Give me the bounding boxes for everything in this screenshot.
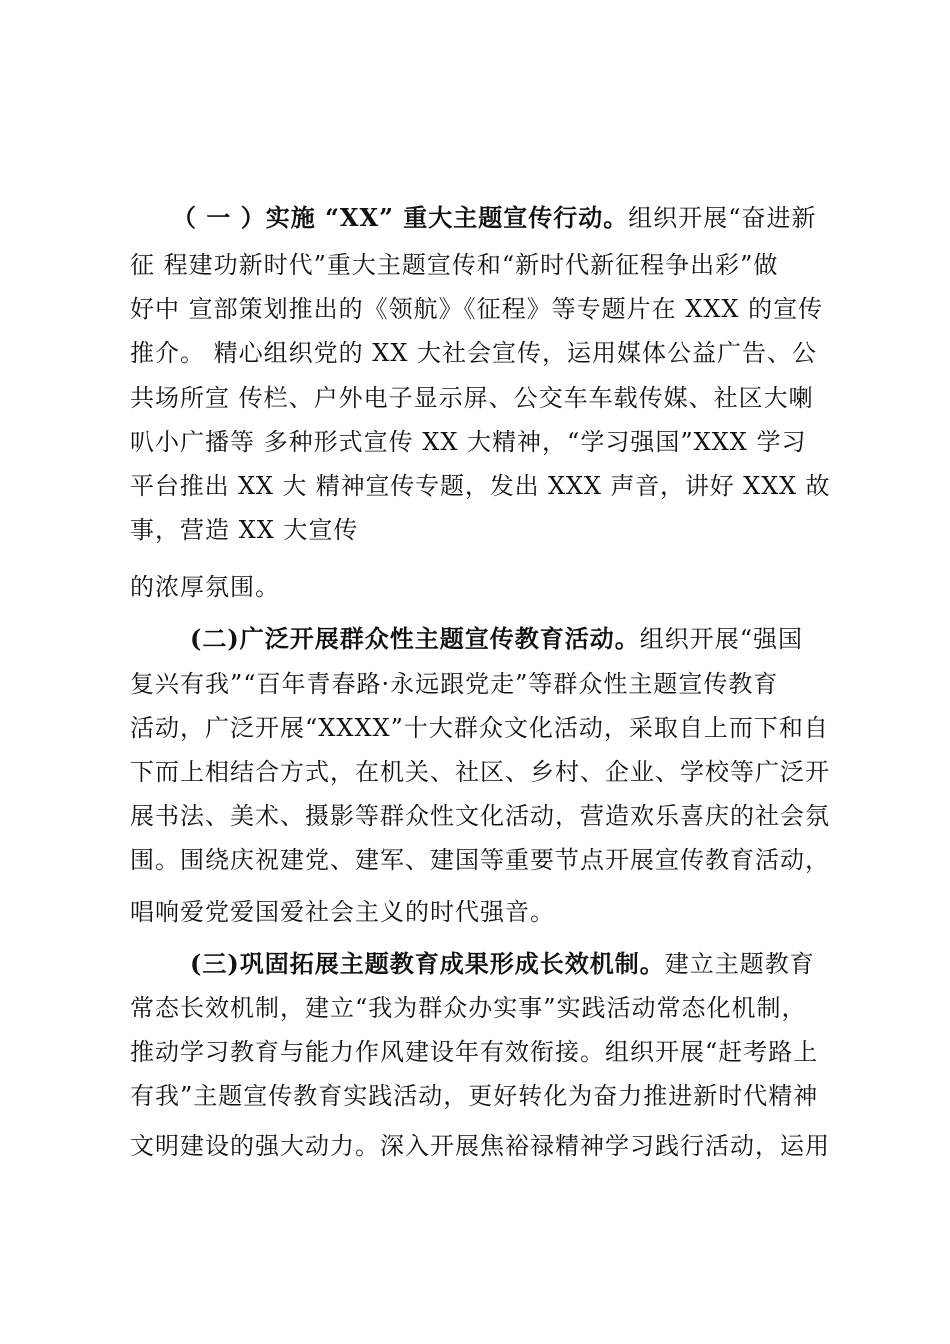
paragraph-3-line-2: 常态长效机制，建立“我为群众办实事”实践活动常态化机制， bbox=[130, 994, 807, 1022]
paragraph-2-line-3: 活动，广泛开展“XXXX”十大群众文化活动，采取自上而下和自 bbox=[130, 714, 829, 742]
paragraph-1-line-8: 事，营造 XX 大宣传 bbox=[130, 516, 359, 544]
paragraph-3-line-4: 有我”主题宣传教育实践活动，更好转化为奋力推进新时代精神 bbox=[130, 1082, 819, 1110]
paragraph-2-line-1 bbox=[190, 624, 803, 654]
paragraph-1-line-5: 共场所宣 传栏、户外电子显示屏、公交车车载传媒、社区大喇 bbox=[130, 384, 814, 412]
paragraph-2-line-5: 展书法、美术、摄影等群众性文化活动，营造欢乐喜庆的社会氛 bbox=[130, 802, 830, 830]
paragraph-3-line-3: 推动学习教育与能力作风建设年有效衔接。组织开展“赶考路上 bbox=[130, 1038, 819, 1066]
section-2-text: 组织开展“强国 bbox=[639, 625, 803, 653]
paragraph-2-line-4: 下而上相结合方式，在机关、社区、乡村、企业、学校等广泛开 bbox=[130, 758, 830, 786]
paragraph-2-line-7: 唱响爱党爱国爱社会主义的时代强音。 bbox=[130, 898, 555, 926]
paragraph-3-line-1 bbox=[190, 949, 815, 979]
paragraph-1-line-2: 征 程建功新时代”重大主题宣传和“新时代新征程争出彩”做 bbox=[130, 251, 779, 279]
paragraph-1-line-9: 的浓厚氛围。 bbox=[130, 573, 280, 601]
paragraph-2-line-6: 围。围绕庆祝建党、建军、建国等重要节点开展宣传教育活动， bbox=[130, 846, 830, 874]
section-2-heading: (二)广泛开展群众性主题宣传教育活动。 bbox=[190, 624, 640, 653]
paragraph-2-line-2: 复兴有我”“百年青春路·永远跟党走”等群众性主题宣传教育 bbox=[130, 670, 779, 698]
section-1-text: 组织开展“奋进新 bbox=[628, 204, 817, 232]
paragraph-1-line-4: 推介。 精心组织党的 XX 大社会宣传，运用媒体公益广告、公 bbox=[130, 339, 818, 367]
section-3-heading: (三)巩固拓展主题教育成果形成长效机制。 bbox=[190, 949, 665, 978]
paragraph-1-line-1 bbox=[172, 203, 817, 233]
paragraph-3-line-5: 文明建设的强大动力。深入开展焦裕禄精神学习践行活动，运用 bbox=[130, 1132, 830, 1160]
section-1-heading: （ 一 ）实施 “XX” 重大主题宣传行动。 bbox=[172, 203, 629, 232]
paragraph-1-line-6: 叭小广播等 多种形式宣传 XX 大精神，“学习强国”XXX 学习 bbox=[130, 428, 807, 456]
paragraph-1-line-7: 平台推出 XX 大 精神宣传专题，发出 XXX 声音，讲好 XXX 故 bbox=[130, 472, 831, 500]
section-3-text: 建立主题教育 bbox=[664, 950, 815, 978]
paragraph-1-line-3: 好中 宣部策划推出的《领航》《征程》等专题片在 XXX 的宣传 bbox=[130, 295, 824, 323]
